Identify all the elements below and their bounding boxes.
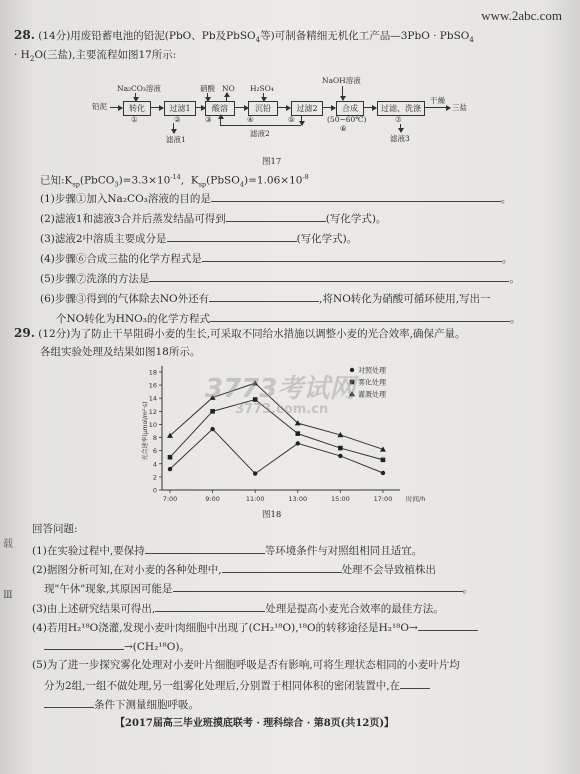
data-point-square — [338, 446, 343, 451]
answer-blank[interactable] — [173, 580, 463, 592]
data-point-circle — [168, 467, 172, 471]
flow-arrow — [424, 107, 450, 108]
answer-blank[interactable] — [149, 270, 509, 282]
flow-arrow — [226, 93, 227, 101]
answer-blank[interactable] — [44, 696, 94, 708]
flow-arrow — [150, 107, 163, 108]
answer-blank[interactable] — [400, 677, 430, 689]
flow-reagent4: H₂SO₄ — [250, 84, 274, 93]
flow-arrow — [110, 107, 122, 108]
q29-answer-intro: 回答问题: — [32, 523, 78, 535]
margin-mark: Ⅲ — [3, 590, 13, 601]
x-tick-label: 7:00 — [162, 495, 178, 502]
flow-arrow — [173, 123, 174, 133]
y-tick-label: 0 — [152, 486, 157, 495]
flow-arrow — [234, 107, 248, 108]
flow-num3: ③ — [205, 115, 212, 124]
flow-num4: ④ — [247, 115, 254, 124]
answer-blank[interactable] — [44, 638, 124, 650]
flow-arrow — [342, 86, 343, 100]
q29-sub4: (4)若用H₂¹⁸O浇灌,发现小麦叶肉细胞中出现了(CH₂¹⁸O),¹⁸O的转移途径是H₂¹⁸O→ — [32, 619, 478, 635]
flow-filtrate2: 滤液2 — [250, 129, 270, 138]
y-tick-label: 18 — [148, 368, 157, 377]
y-tick-label: 14 — [148, 394, 157, 403]
site-watermark-small: 3773.com.cn — [235, 402, 329, 417]
y-tick-label: 2 — [152, 473, 157, 482]
x-tick-label: 9:00 — [205, 495, 220, 502]
y-tick-label: 8 — [152, 434, 157, 443]
answer-blank[interactable] — [209, 290, 319, 302]
data-point-circle — [253, 471, 257, 475]
flow-temp6: (50~60℃) — [327, 115, 367, 124]
flow-reagent1: Na₂CO₃溶液 — [117, 84, 161, 93]
margin-mark: 载 — [3, 539, 13, 550]
flow-step-acid: 酸溶 — [205, 101, 235, 116]
data-point-square — [168, 455, 173, 460]
answer-blank[interactable] — [418, 619, 478, 631]
answer-blank[interactable] — [226, 210, 326, 222]
q29-sub5-cont: 分为2组,一组不做处理,另一组雾化处理后,分别置于相同体积的密闭装置中,在 — [44, 677, 430, 693]
legend-label: 雾化处理 — [358, 378, 386, 387]
q28-sub1: (1)步骤①加入Na₂CO₃溶液的目的是 。 — [40, 190, 511, 206]
q29-sub1: (1)在实验过程中,要保持 等环境条件与对照组相同且适宜。 — [32, 542, 422, 558]
legend-label: 灌溉处理 — [358, 390, 386, 399]
flow-step-convert: 转化 — [123, 101, 151, 116]
flow-step-filter2: 过滤2 — [291, 101, 323, 116]
q29-sub5: (5)为了进一步探究雾化处理对小麦叶片细胞呼吸是否有影响,可将生理状态相同的小麦叶片均 — [32, 659, 460, 671]
flow-step-synthesize: 合成 — [336, 101, 364, 116]
flow-step-filter1: 过滤1 — [164, 101, 196, 116]
q28-sub2: (2)滤液1和滤液3合并后蒸发结晶可得到 (写化学式)。 — [40, 210, 386, 226]
flow-arrow — [322, 107, 335, 108]
data-point-circle — [381, 471, 385, 475]
data-point-square — [381, 458, 386, 463]
flow-arrow — [301, 115, 302, 125]
q28-line1: 28. (14分)用废铅蓄电池的铅泥(PbO、Pb及PbSO$_4$等)可制备精细无机化工产品—3PbO · PbSO$_4$ — [14, 28, 474, 45]
q28-sub3: (3)滤液2中溶质主要成分是 (写化学式)。 — [40, 230, 357, 246]
site-watermark-big: 3773考试网 — [205, 374, 356, 404]
x-tick-label: 17:00 — [373, 495, 393, 502]
answer-blank[interactable] — [202, 250, 502, 262]
q28-sub6: (6)步骤③得到的气体除去NO外还有 ,将NO转化为硝酸可循环使用,写出一 — [40, 290, 491, 306]
answer-blank[interactable] — [222, 561, 342, 573]
q28-line2: · $H_2O$(三盐),主要流程如图17所示: — [14, 49, 177, 64]
flow-filtrate1: 滤液1 — [166, 135, 186, 144]
flow-product: 三盐 — [452, 103, 467, 112]
answer-blank[interactable] — [210, 310, 510, 322]
x-axis-label: 时间/h — [406, 495, 426, 502]
answer-blank[interactable] — [155, 600, 265, 612]
q29-sub3: (3)由上述研究结果可得出, 处理是提高小麦光合效率的最佳方法。 — [32, 600, 444, 616]
legend-label: 对照处理 — [358, 366, 386, 375]
flow-step-precipitate: 沉铅 — [248, 101, 278, 116]
y-tick-label: 10 — [148, 420, 157, 429]
flow-arrow — [263, 93, 264, 101]
flow-step-filter-wash: 过滤、洗涤 — [377, 101, 425, 116]
q29-sub5-cont2: 条件下测量细胞呼吸。 — [44, 696, 199, 712]
answer-blank[interactable] — [211, 190, 501, 202]
flow-arrow — [400, 124, 401, 132]
flow-arrow — [220, 115, 221, 125]
flow-num6: ⑥ — [340, 124, 347, 133]
answer-blank[interactable] — [145, 542, 265, 554]
flow-num5: ⑤ — [288, 115, 295, 124]
data-point-circle — [338, 454, 342, 458]
y-tick-label: 12 — [148, 407, 157, 416]
y-tick-label: 6 — [152, 447, 157, 456]
page-footer: 【2017届高三毕业班摸底联考 · 理科综合 · 第8页(共12页)】 — [115, 718, 395, 729]
q29-line1: 29. (12分)为了防止干旱阻碍小麦的生长,可采取不同给水措施以调整小麦的光合效率,确保产量。 — [14, 326, 466, 340]
q28-sub5: (5)步骤⑦洗涤的方法是 。 — [40, 270, 520, 286]
flow-arrow — [207, 93, 208, 101]
flow-reagent6: NaOH溶液 — [322, 76, 361, 85]
data-point-circle — [296, 441, 300, 445]
flow-arrow — [135, 93, 136, 101]
q28-known: 已知$:K_{sp}(PbCO_3)=3.3\times 10^{-14}$, $K_{sp}(PbSO_4)=1.06\times 10^{-8}$ — [40, 173, 309, 189]
q28-sub6-cont: 个NO转化为HNO₃的化学方程式 。 — [56, 310, 520, 326]
x-tick-label: 15:00 — [331, 495, 350, 502]
y-tick-label: 16 — [148, 381, 157, 390]
site-watermark: www.2abc.com — [481, 8, 562, 23]
q29-sub2: (2)据图分析可知,在对小麦的各种处理中, 处理不会导致植株出 — [32, 561, 436, 577]
flow-dry: 干燥 — [430, 96, 445, 105]
flow-reagent3: 硝酸 — [200, 84, 215, 93]
data-point-circle — [210, 427, 214, 431]
flow-num1: ① — [131, 115, 138, 124]
x-tick-label: 11:00 — [245, 495, 265, 502]
flow-filtrate3: 滤液3 — [390, 134, 410, 143]
flow-num7: ⑦ — [395, 115, 402, 124]
data-point-square — [210, 409, 215, 414]
flow-num2: ② — [174, 115, 181, 124]
flow-return-line — [220, 125, 301, 126]
q29-sub2-cont: 现"午休"现象,其原因可能是 。 — [44, 580, 473, 596]
flow-arrow — [195, 107, 205, 108]
flow-arrow — [277, 107, 290, 108]
data-point-square — [295, 431, 300, 436]
q29-sub4-cont: →(CH₂¹⁸O)。 — [44, 638, 190, 654]
y-axis-label: 光合速率(μmol/m²·s) — [142, 401, 149, 461]
q29-line2: 各组实验处理及结果如图18所示。 — [40, 346, 201, 358]
answer-blank[interactable] — [167, 230, 297, 242]
flow-gas3: NO — [222, 84, 235, 93]
figure18-caption: 图18 — [262, 510, 282, 520]
flow-arrow — [363, 107, 376, 108]
figure17-caption: 图17 — [262, 157, 282, 167]
y-tick-label: 4 — [152, 460, 157, 469]
x-tick-label: 13:00 — [288, 495, 308, 502]
q28-sub4: (4)步骤⑥合成三盐的化学方程式是 。 — [40, 250, 512, 266]
flow-start: 铅泥 — [92, 102, 107, 111]
